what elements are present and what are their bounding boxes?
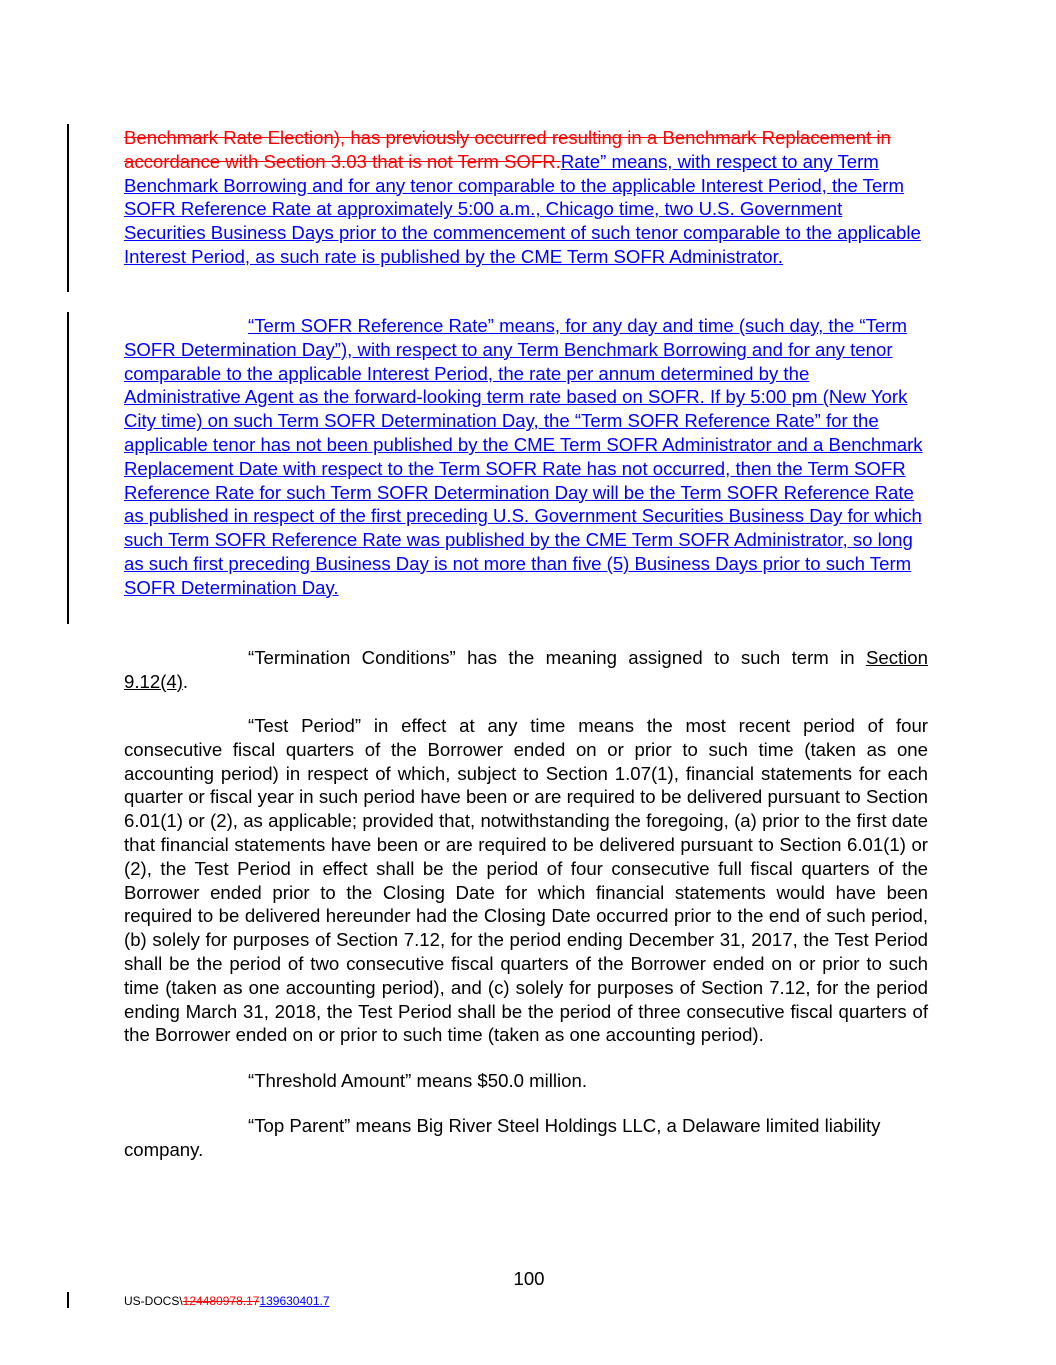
section-reference: Section 9.12(4) bbox=[124, 647, 928, 692]
inserted-text: “Term SOFR Reference Rate” means, for any day and time (such day, the “Term SOFR Determination Day”), with respect to any Term Benchmark Borrowing and for any tenor comparable to the applicable Interest Period, the rate per annum determined by the Administrative Agent as the forward-looking term rate based on SOFR. If by 5:00 pm (New York City time) on such Term SOFR Determination Day, the “Term SOFR Reference Rate” for the applicable tenor has not been published by the CME Term SOFR Administrator and a Benchmark Replacement Date with respect to the Term SOFR Rate has not occurred, then the Term SOFR Reference Rate for such Term SOFR Determination Day will be the Term SOFR Reference Rate as published in respect of the first preceding U.S. Government Securities Business Day for which such Term SOFR Reference Rate was published by the CME Term SOFR Administrator, so long as such first preceding Business Day is not more than five (5) Business Days prior to such Term SOFR Determination Day. bbox=[124, 315, 923, 598]
defined-term: “Test Period” bbox=[248, 715, 362, 736]
body-text: has the meaning assigned to such term in bbox=[455, 647, 866, 668]
paragraph-term-sofr-definition bbox=[124, 126, 928, 269]
deleted-text: Benchmark Rate Election), has previously occurred resulting in a Benchmark Replacement in accordance with Section 3.03 that is not Term SOFR. bbox=[124, 127, 891, 172]
body-text: that, notwithstanding the foregoing, (a) prior to the first date that financial statements have been or are required to be delivered pursuant to Section 6.01(1) or (2), the Test Period in effect shall be the period of four consecutive full fiscal quarters of the Borrower ended prior to the Closing Date for which financial statements would have been required to be delivered hereunder had the Closing Date occurred prior to the end of such period, (b) solely for purposes of Section 7.12, for the period ending December 31, 2017, the Test Period shall be the period of two consecutive fiscal quarters of the Borrower ended on or prior to such time (taken as one accounting period), and (c) solely for purposes of Section 7.12, for the period ending March 31, 2018, the Test Period shall be the period of three consecutive fiscal quarters of the Borrower ended on or prior to such time (taken as one accounting period). bbox=[124, 810, 928, 1046]
document-id-footer bbox=[124, 1294, 330, 1308]
provided-term: provided bbox=[362, 810, 434, 832]
defined-term: “Threshold Amount” bbox=[248, 1070, 412, 1091]
deleted-doc-id: 124480978.17 bbox=[182, 1294, 260, 1308]
defined-term: “Top Parent” bbox=[248, 1115, 351, 1136]
footer-prefix: US-DOCS\ bbox=[124, 1294, 183, 1308]
page-number: 100 bbox=[513, 1268, 545, 1289]
paragraph-test-period bbox=[124, 714, 928, 1047]
inserted-text: Rate” means, with respect to any Term Benchmark Borrowing and for any tenor comparable to the applicable Interest Period, the Term SOFR Reference Rate at approximately 5:00 a.m., Chicago time, two U.S. Government Securities Business Days prior to the commencement of such tenor comparable to the applicable Interest Period, as such rate is published by the CME Term SOFR Administrator. bbox=[124, 150, 921, 267]
paragraph-top-parent bbox=[124, 1114, 928, 1162]
paragraph-termination-conditions bbox=[124, 646, 928, 694]
body-text: means $50.0 million. bbox=[411, 1070, 587, 1091]
change-bar bbox=[67, 124, 69, 292]
inserted-doc-id: 139630401.7 bbox=[259, 1294, 330, 1308]
change-bar bbox=[67, 312, 69, 624]
body-text: . bbox=[182, 670, 189, 692]
body-text: in effect at any time means the most recent period of four consecutive fiscal quarters of the Borrower ended on or prior to such time (taken as one accounting period) in respect of which, subject to Section 1.07(1), financial statements for each quarter or fiscal year in such period have been or are required to be delivered pursuant to Section 6.01(1) or (2), as applicable; bbox=[124, 715, 928, 832]
change-bar bbox=[67, 1292, 69, 1308]
body-text: means Big River Steel Holdings LLC, a Delaware limited liability company. bbox=[124, 1115, 881, 1160]
paragraph-threshold-amount bbox=[124, 1069, 928, 1093]
defined-term: “Termination Conditions” bbox=[248, 647, 456, 668]
paragraph-term-sofr-reference-rate bbox=[124, 314, 928, 600]
